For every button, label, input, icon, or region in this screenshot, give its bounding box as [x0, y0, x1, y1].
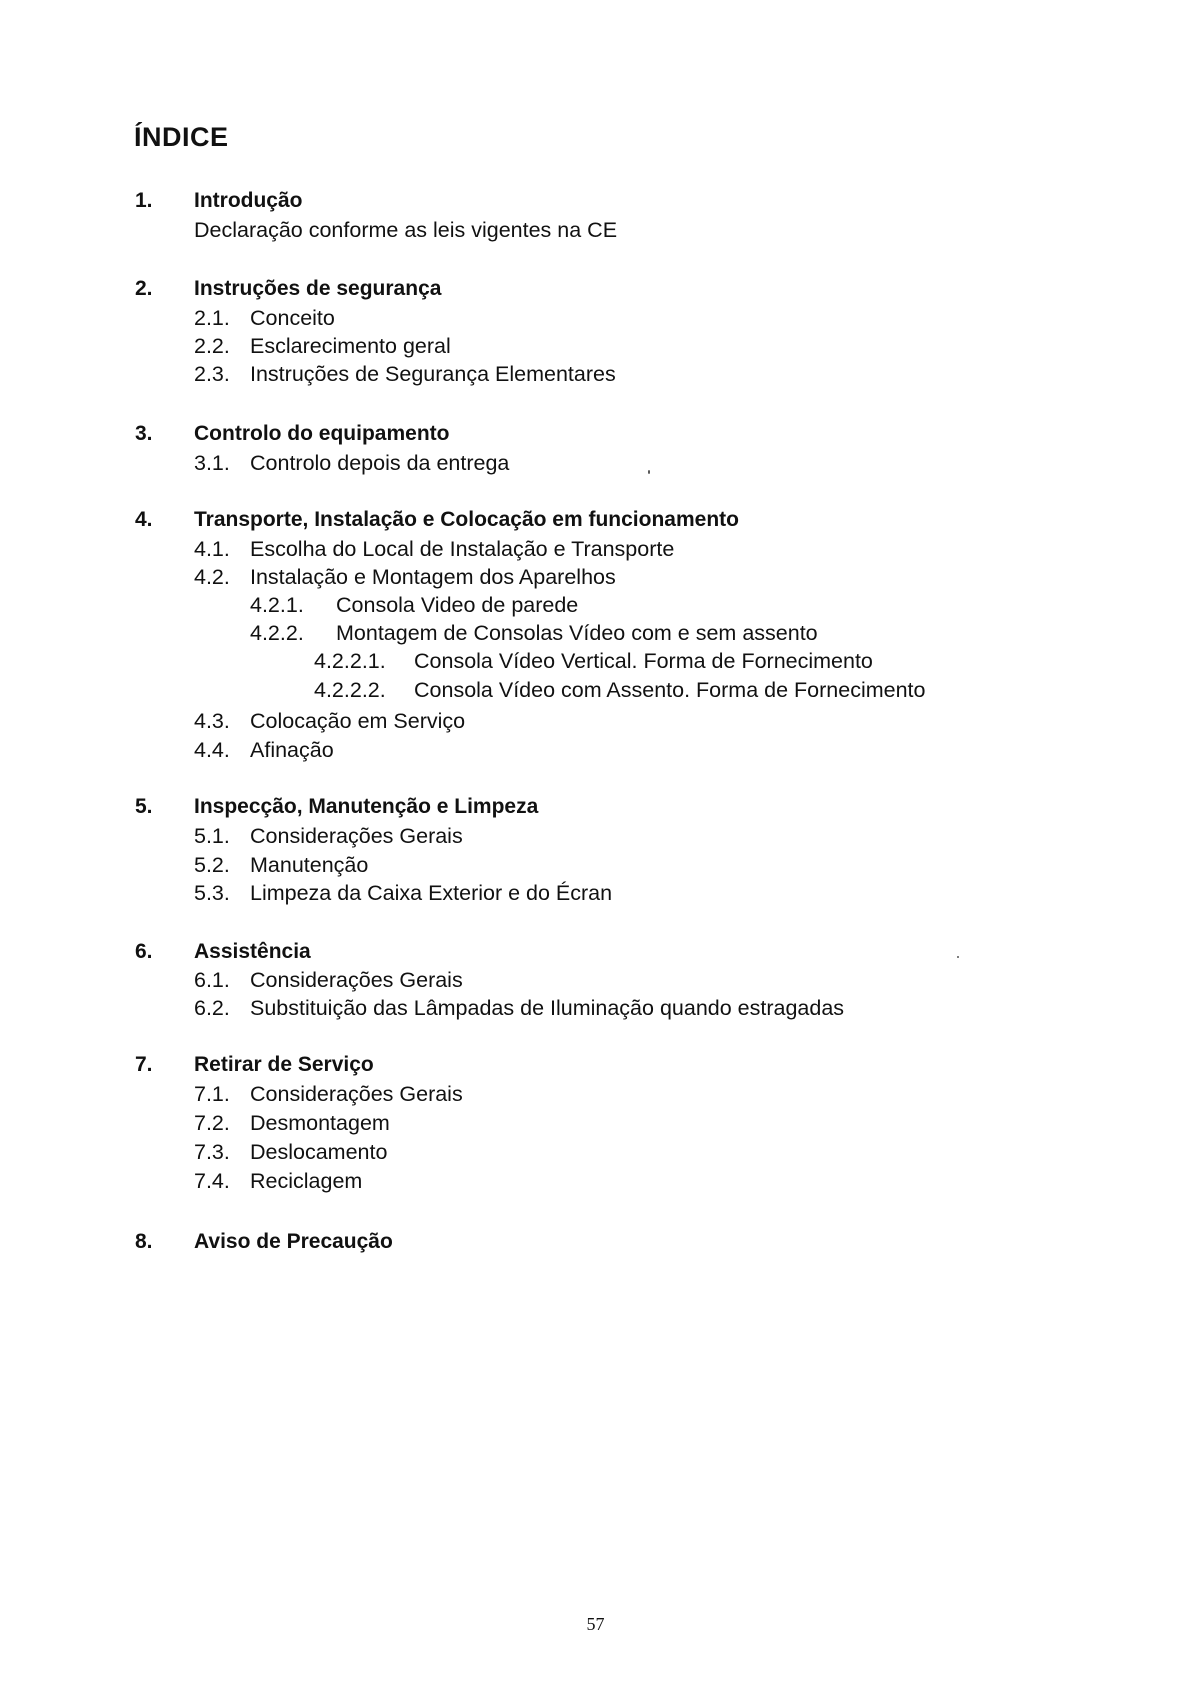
section-number: 5.: [135, 795, 153, 818]
item-number: 4.1.: [194, 537, 230, 561]
item-number: 2.3.: [194, 362, 230, 386]
item-label: Esclarecimento geral: [250, 334, 451, 358]
item-label: Manutenção: [250, 853, 369, 877]
section-title: Controlo do equipamento: [194, 422, 450, 445]
scan-speck: [957, 956, 959, 958]
item-number: 7.1.: [194, 1082, 230, 1106]
item-label: Considerações Gerais: [250, 1082, 463, 1106]
item-label: Reciclagem: [250, 1169, 363, 1193]
item-label: Consola Vídeo Vertical. Forma de Fornecimento: [414, 649, 873, 673]
item-label: Instalação e Montagem dos Aparelhos: [250, 565, 616, 589]
section-number: 2.: [135, 277, 153, 300]
item-number: 6.1.: [194, 968, 230, 992]
item-label: Considerações Gerais: [250, 824, 463, 848]
item-label: Consola Video de parede: [336, 593, 579, 617]
item-label: Conceito: [250, 306, 335, 330]
item-label: Colocação em Serviço: [250, 709, 466, 733]
item-label: Montagem de Consolas Vídeo com e sem assento: [336, 621, 818, 645]
item-label: Considerações Gerais: [250, 968, 463, 992]
item-label: Instruções de Segurança Elementares: [250, 362, 616, 386]
page-title: ÍNDICE: [134, 122, 229, 152]
section-description: Declaração conforme as leis vigentes na CE: [194, 218, 618, 242]
section-number: 7.: [135, 1053, 153, 1076]
section-number: 6.: [135, 940, 153, 963]
item-label: Limpeza da Caixa Exterior e do Écran: [250, 881, 613, 905]
item-number: 7.2.: [194, 1111, 230, 1135]
section-title: Instruções de segurança: [194, 277, 442, 300]
page-number: 57: [586, 1614, 605, 1634]
section-title: Aviso de Precaução: [194, 1230, 393, 1253]
item-number: 5.3.: [194, 881, 230, 905]
section-title: Transporte, Instalação e Colocação em funcionamento: [194, 508, 739, 531]
scan-speck: [648, 470, 650, 474]
item-number: 4.2.: [194, 565, 230, 589]
section-number: 8.: [135, 1230, 153, 1253]
item-number: 4.3.: [194, 709, 230, 733]
item-number: 3.1.: [194, 451, 230, 475]
section-title: Inspecção, Manutenção e Limpeza: [194, 795, 539, 818]
item-number: 4.2.1.: [250, 593, 304, 617]
item-number: 4.2.2.1.: [314, 649, 386, 673]
item-number: 2.2.: [194, 334, 230, 358]
section-title: Retirar de Serviço: [194, 1053, 374, 1076]
section-title: Introdução: [194, 189, 303, 212]
item-number: 4.2.2.2.: [314, 678, 386, 702]
item-label: Desmontagem: [250, 1111, 390, 1135]
section-number: 1.: [135, 189, 153, 212]
item-label: Substituição das Lâmpadas de Iluminação quando estragadas: [250, 996, 845, 1020]
section-title: Assistência: [194, 940, 311, 963]
item-number: 6.2.: [194, 996, 230, 1020]
item-number: 5.2.: [194, 853, 230, 877]
item-label: Escolha do Local de Instalação e Transporte: [250, 537, 675, 561]
item-number: 5.1.: [194, 824, 230, 848]
item-number: 7.3.: [194, 1140, 230, 1164]
section-number: 4.: [135, 508, 153, 531]
item-label: Deslocamento: [250, 1140, 388, 1164]
item-number: 7.4.: [194, 1169, 230, 1193]
item-number: 4.4.: [194, 738, 230, 762]
item-number: 4.2.2.: [250, 621, 304, 645]
item-label: Consola Vídeo com Assento. Forma de Fornecimento: [414, 678, 926, 702]
item-number: 2.1.: [194, 306, 230, 330]
section-number: 3.: [135, 422, 153, 445]
item-label: Controlo depois da entrega: [250, 451, 510, 475]
item-label: Afinação: [250, 738, 334, 762]
